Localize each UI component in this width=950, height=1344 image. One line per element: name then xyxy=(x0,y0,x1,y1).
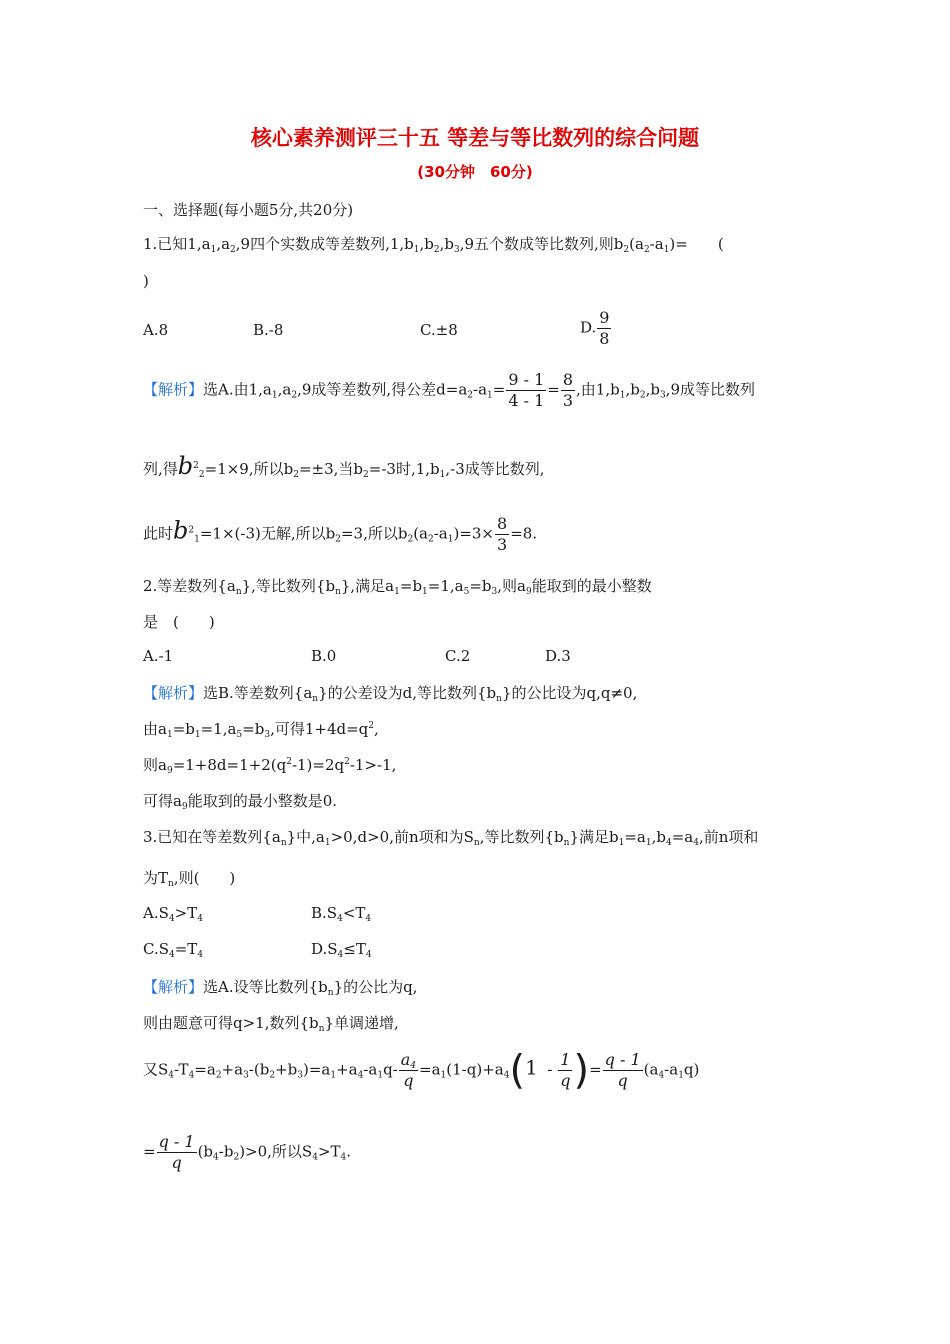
q1-analysis-line2: 列,得$b^2_2=1\times 9$,所以$b_2=\pm 3$,当$b_2=-3$时$,1,b_1,-3$成等比数列, xyxy=(143,452,545,480)
q2-analysis-line4: 可得$a_9$能取到的最小整数是0. xyxy=(143,792,337,812)
analysis-tag: 【解析】 xyxy=(143,684,204,702)
q1-analysis-line1: 【解析】选A.由$1,a_1,a_2,9$成等差数列,得公差$d=a_2-a_1=$ $\frac{9 - 1}{4 - 1}$ = $\frac{8}{3}$ ,由$1,b_1,b_2,b_3,9$成等比数列 xyxy=(143,370,755,410)
q2-option-d: D.3 xyxy=(545,647,571,665)
page-subtitle: (30分钟 60分) xyxy=(417,163,533,181)
question-3-stem: 3.已知在等差数列$\{a_n\}$中$,a_1>0,d>0$,前n项和为$S_n$,等比数列$\{b_n\}$满足$b_1=a_1,b_4=a_4$,前n项和 xyxy=(143,828,759,848)
q3-option-b: $B.S_4<T_4$ xyxy=(311,904,372,924)
option-a: A.8 xyxy=(143,321,169,339)
q2-analysis-line1: 【解析】选B.等差数列$\{a_n\}$的公差设为d,等比数列$\{b_n\}$的公比设为q,q≠0, xyxy=(143,684,638,704)
q3-analysis-line1: 【解析】选A.设等比数列$\{b_n\}$的公比为q, xyxy=(143,978,418,998)
option-d: D. $\frac{9}{8}$ xyxy=(580,308,610,348)
q2-option-b: B.0 xyxy=(311,647,337,665)
question-1-stem-close: ) xyxy=(143,272,149,290)
q3-option-d: $D.S_4\le T_4$ xyxy=(311,940,372,960)
question-2-stem: 2.等差数列$\{a_n\}$,等比数列$\{b_n\}$,满足$a_1=b_1=1,a_5=b_3$,则$a_9$能取到的最小整数 xyxy=(143,577,652,597)
q3-analysis-line2: 则由题意可得q>1,数列$\{b_n\}$单调递增, xyxy=(143,1014,399,1034)
q3-analysis-line4: = $\frac{q - 1}{q}$ $(b_4-b_2)>0$,所以$S_4>T_4$. xyxy=(143,1132,352,1172)
analysis-tag: 【解析】 xyxy=(143,978,204,996)
q2-analysis-line2: 由$a_1=b_1=1,a_5=b_3$,可得$1+4d=q^2$, xyxy=(143,720,379,740)
q2-option-a: A.-1 xyxy=(143,647,174,665)
q2-option-c: C.2 xyxy=(445,647,471,665)
question-1-stem: 1.已知$1,a_1,a_2,9$四个实数成等差数列$,1,b_1,b_2,b_3,9$五个数成等比数列,则$b_2(a_2-a_1)=$ ( xyxy=(143,235,724,255)
q3-option-c: $C.S_4=T_4$ xyxy=(143,940,204,960)
q3-option-a: $A.S_4>T_4$ xyxy=(143,904,203,924)
section-heading: 一、选择题(每小题5分,共20分) xyxy=(143,201,354,219)
analysis-tag: 【解析】 xyxy=(143,380,204,399)
q3-analysis-line3: 又$S_4-T_4=a_2+a_3-(b_2+b_3)=a_1+a_4-a_1q-$ $\frac{a_4}{q}$ $=a_1(1-q)+a_4(1$ - $\frac{1}{q}$ )= $\frac{q - 1}{q}$ $(a_4-a_1q)$ xyxy=(143,1047,700,1094)
option-b: B.-8 xyxy=(253,321,284,339)
question-2-stem-line2: 是 ( ) xyxy=(143,613,215,631)
option-c: C.±8 xyxy=(420,321,458,339)
question-3-stem-line2: 为$T_n$,则( ) xyxy=(143,869,236,889)
q1-analysis-line3: 此时$b^2_1=1\times(-3)$无解,所以$b_2=3$,所以$b_2(a_2-a_1)=3\times$ $\frac{8}{3}$ =8. xyxy=(143,514,538,554)
page-title: 核心素养测评三十五 等差与等比数列的综合问题 xyxy=(250,126,700,150)
q2-analysis-line3: 则$a_9=1+8d=1+2(q^2-1)=2q^2-1>-1$, xyxy=(143,756,397,776)
